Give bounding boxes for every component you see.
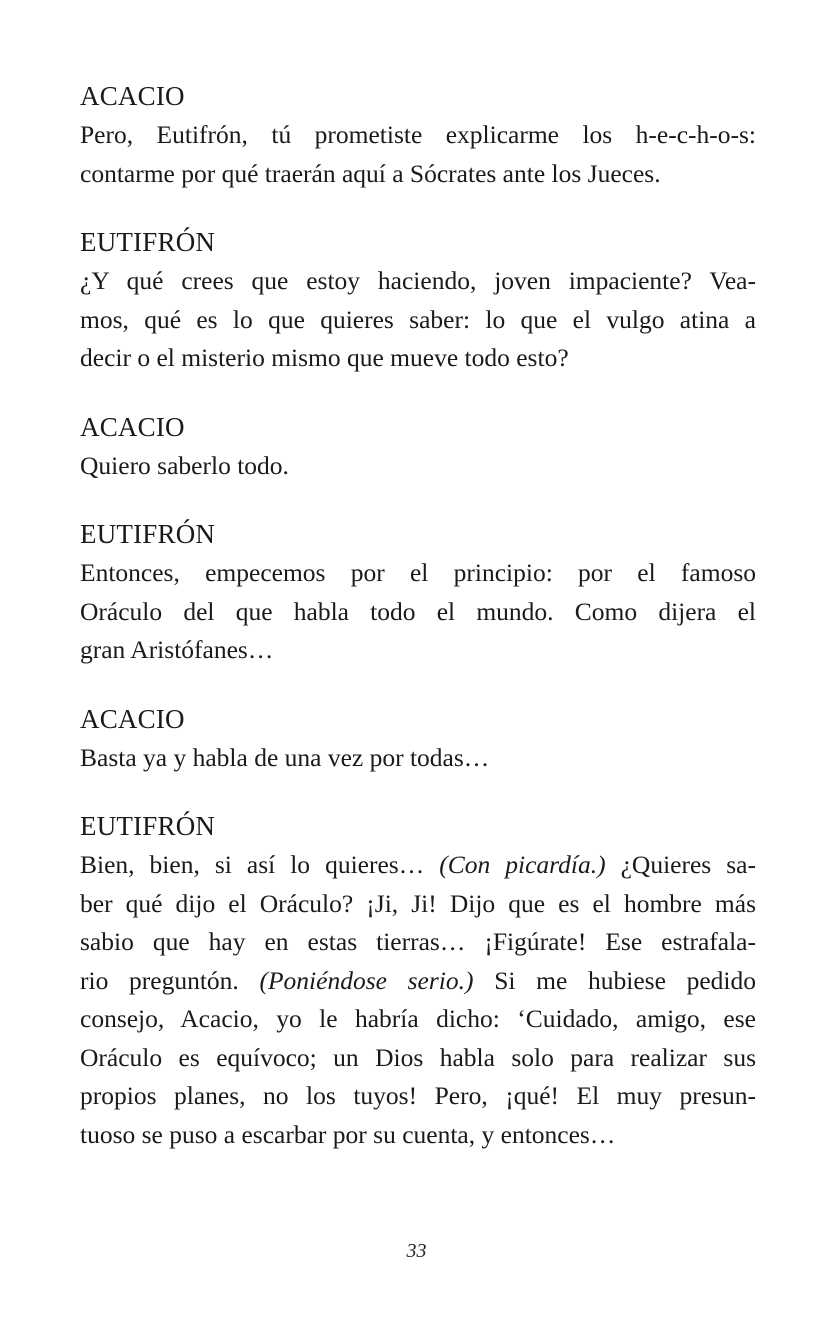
speech-segment: Oráculo es equívoco; un Dios habla solo para realizar sus [80,1042,756,1072]
speaker-name: ACACIO [80,81,185,111]
dialogue-block [80,808,756,1154]
speech-line [80,739,756,778]
speech-segment: ¿Quieres sa- [605,850,756,879]
speech-segment: gran Aristófanes… [80,635,274,664]
speech-segment: contarme por qué traerán aquí a Sócrates ante los Jueces. [80,158,661,188]
speech-segment: Si me hubiese pedido [473,965,756,995]
speech-segment: Pero, Eutifrón, tú prometiste explicarme los h-e-c-h-o-s: [80,120,756,149]
speaker-name: EUTIFRÓN [80,227,216,257]
speech-segment: Bien, bien, si así lo quieres… [80,850,440,879]
speech-line [80,885,756,924]
speech-segment: rio preguntón. [80,965,260,995]
stage-direction: (Con picardía.) [439,850,606,879]
speech-segment: tuoso se puso a escarbar por su cuenta, y entonces… [80,1119,616,1149]
speech-segment: Oráculo del que habla todo el mundo. Como dijera el [80,596,756,626]
speaker-name: EUTIFRÓN [80,519,216,549]
speech-line [80,923,756,962]
speech-segment: mos, qué es lo que quieres saber: lo que el vulgo atina a [80,304,756,334]
speech-segment: decir o el misterio mismo que mueve todo esto? [80,343,569,372]
speech-line [80,301,756,340]
speaker-name: EUTIFRÓN [80,811,216,841]
speech-line [80,339,756,378]
stage-direction: (Poniéndose serio.) [259,965,474,995]
page-number: 33 [406,1240,427,1262]
speech-line [80,1077,756,1116]
speech-text [80,116,756,193]
speech-text [80,739,756,778]
speech-line [80,1039,756,1078]
dialogue-block [80,409,756,486]
dialogue-page [80,78,756,1185]
speech-line [80,554,756,593]
speech-line [80,262,756,301]
speech-segment: Quiero saberlo todo. [80,450,289,480]
speech-line [80,447,756,486]
speaker-name: ACACIO [80,411,185,442]
speech-segment: ber qué dijo el Oráculo? ¡Ji, Ji! Dijo que es el hombre más [80,888,756,918]
speech-line [80,155,756,194]
speech-text [80,262,756,378]
speech-segment: Entonces, empecemos por el principio: por el famoso [80,558,756,587]
speech-line [80,1116,756,1155]
speech-line [80,1000,756,1039]
speech-line [80,116,756,155]
speech-segment: ¿Y qué crees que estoy haciendo, joven impaciente? Vea- [80,266,756,295]
speech-segment: consejo, Acacio, yo le habría dicho: ‘Cuidado, amigo, ese [80,1004,756,1033]
speech-line [80,846,756,885]
speech-line [80,962,756,1001]
speech-line [80,631,756,670]
speech-segment: sabio que hay en estas tierras… ¡Figúrate! Ese estrafala- [80,927,756,956]
speech-text [80,554,756,670]
dialogue-block [80,224,756,378]
dialogue-block [80,701,756,778]
speech-segment: propios planes, no los tuyos! Pero, ¡qué! El muy presun- [80,1081,756,1110]
speech-line [80,593,756,632]
speech-text [80,447,756,486]
speaker-name: ACACIO [80,703,185,734]
dialogue-block [80,516,756,670]
dialogue-block [80,78,756,193]
speech-segment: Basta ya y habla de una vez por todas… [80,742,490,772]
speech-text [80,846,756,1154]
